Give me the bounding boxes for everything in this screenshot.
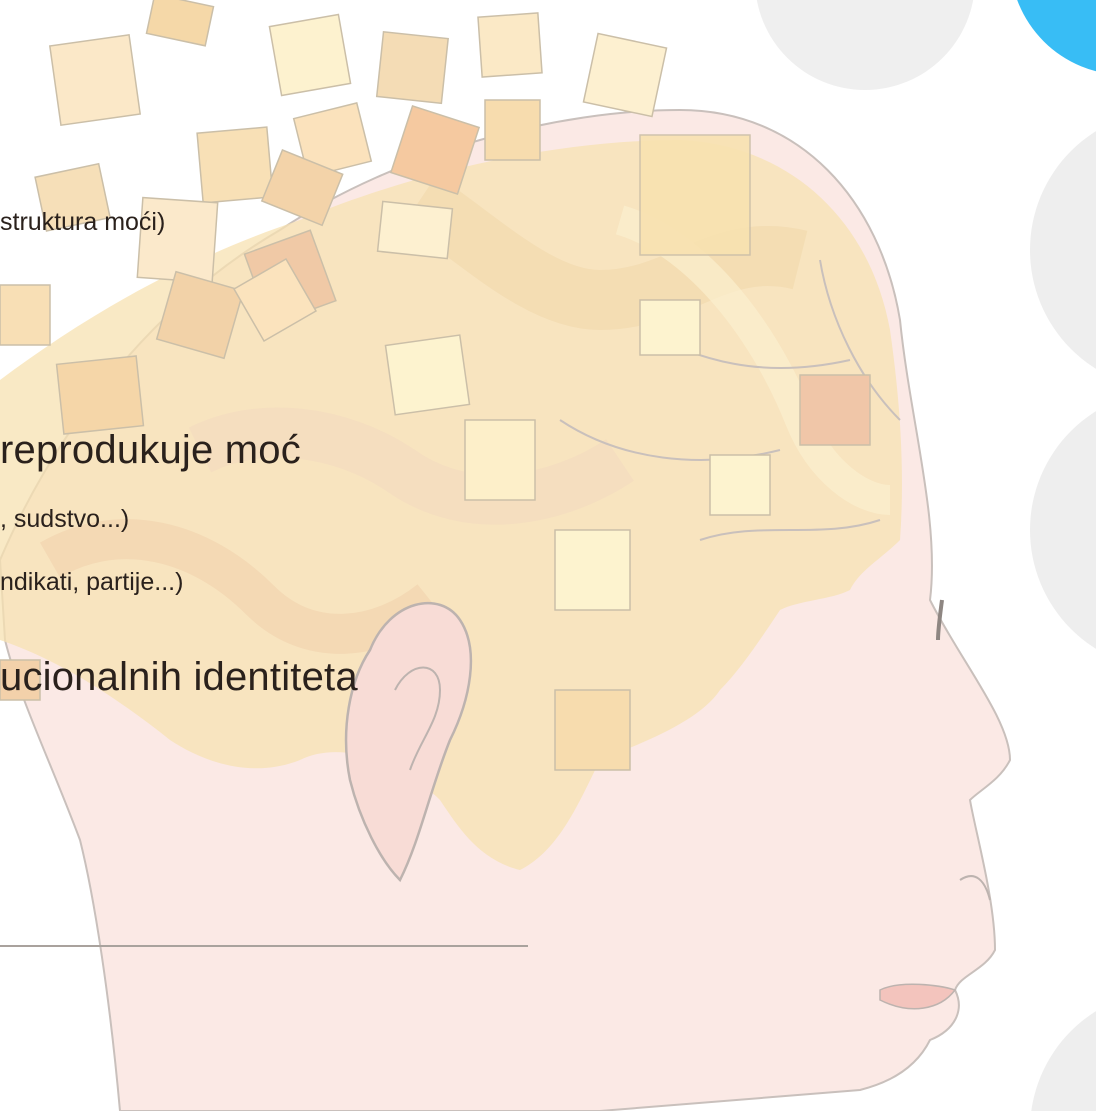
divider-line	[0, 945, 528, 947]
text-line-4: ndikati, partije...)	[0, 568, 184, 596]
text-line-3: , sudstvo...)	[0, 505, 130, 533]
nav-circle-2[interactable]	[1030, 110, 1096, 390]
text-line-5: ucionalnih identiteta	[0, 655, 358, 699]
accent-circle[interactable]	[1010, 0, 1096, 75]
nav-circle-3[interactable]	[1030, 390, 1096, 670]
nav-circle-top[interactable]	[755, 0, 975, 90]
text-line-2: reprodukuje moć	[0, 428, 301, 472]
nav-circle-4[interactable]	[1030, 990, 1096, 1111]
text-line-1: struktura moći)	[0, 208, 166, 236]
